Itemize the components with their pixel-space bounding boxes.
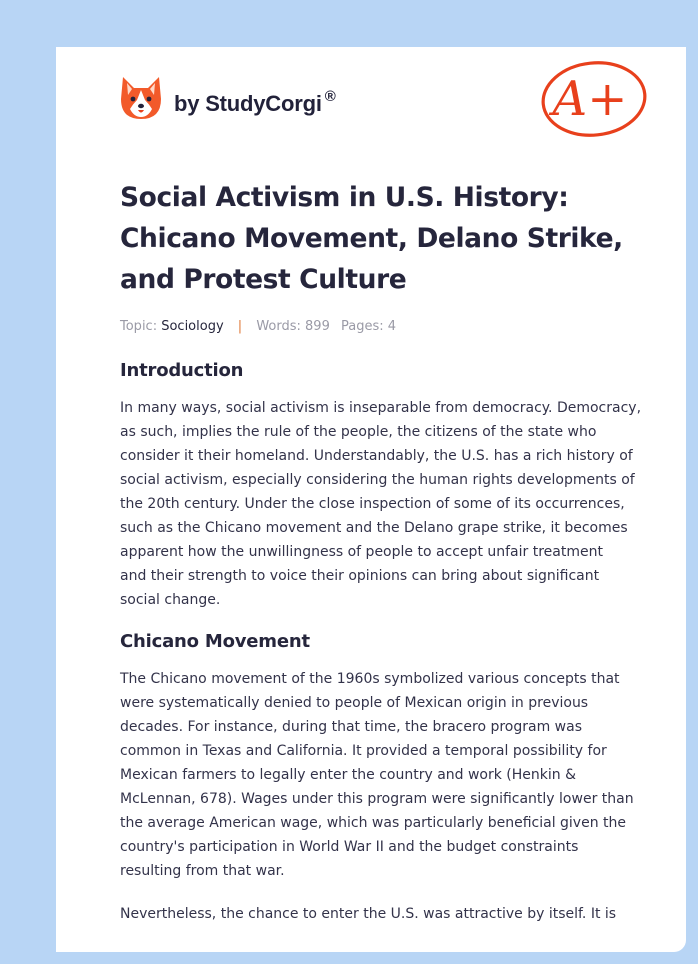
word-count: Words: 899 xyxy=(256,319,330,334)
section-heading-introduction: Introduction xyxy=(120,360,244,381)
text-line: and their strength to voice their opinions can bring about significant xyxy=(120,568,600,584)
a-plus-grade-badge xyxy=(538,57,648,139)
chicano-paragraph xyxy=(120,667,634,883)
text-line: country's participation in World War II and the budget constraints xyxy=(120,839,579,855)
text-line: apparent how the unwillingness of people to accept unfair treatment xyxy=(120,544,603,560)
text-line: In many ways, social activism is inseparable from democracy. Democracy, xyxy=(120,400,642,416)
document-page xyxy=(56,47,686,952)
topic-link[interactable]: Sociology xyxy=(161,319,224,334)
meta-separator: | xyxy=(237,319,243,334)
text-line: McLennan, 678). Wages under this program were significantly lower than xyxy=(120,791,634,807)
text-line: Nevertheless, the chance to enter the U.S. was attractive by itself. It is xyxy=(120,906,617,922)
introduction-paragraph xyxy=(120,396,642,612)
text-line: such as the Chicano movement and the Delano grape strike, it becomes xyxy=(120,520,628,536)
registered-mark: ® xyxy=(324,88,336,105)
title-line: Chicano Movement, Delano Strike, xyxy=(120,223,623,254)
text-line: social activism, especially considering the human rights developments of xyxy=(120,472,635,488)
text-line: Mexican farmers to legally enter the country and work (Henkin & xyxy=(120,767,577,783)
title-line: and Protest Culture xyxy=(120,264,407,295)
brand-name: StudyCorgi xyxy=(205,91,322,116)
text-line: the average American wage, which was particularly beneficial given the xyxy=(120,815,627,831)
brand-prefix: by xyxy=(174,91,206,116)
text-line: consider it their homeland. Understandably, the U.S. has a rich history of xyxy=(120,448,633,464)
text-line: social change. xyxy=(120,592,221,608)
page-header xyxy=(56,47,686,157)
corgi-logo-icon xyxy=(120,75,162,121)
text-line: resulting from that war. xyxy=(120,863,285,879)
text-line: were systematically denied to people of Mexican origin in previous xyxy=(120,695,589,711)
article-content xyxy=(120,177,642,926)
topic-label: Topic: xyxy=(120,319,158,334)
text-line: as such, implies the rule of the people, the citizens of the state who xyxy=(120,424,597,440)
title-line: Social Activism in U.S. History: xyxy=(120,182,569,213)
article-meta xyxy=(120,318,634,336)
brand-logo-text[interactable] xyxy=(174,88,336,117)
section-heading-chicano-movement: Chicano Movement xyxy=(120,631,310,652)
text-line: decades. For instance, during that time, the bracero program was xyxy=(120,719,582,735)
page-count: Pages: 4 xyxy=(340,319,397,334)
article-title xyxy=(120,177,634,300)
continuation-paragraph xyxy=(120,902,634,926)
text-line: the 20th century. Under the close inspection of some of its occurrences, xyxy=(120,496,625,512)
grade-text: A+ xyxy=(552,71,628,127)
text-line: common in Texas and California. It provided a temporal possibility for xyxy=(120,743,607,759)
text-line: The Chicano movement of the 1960s symbolized various concepts that xyxy=(120,671,620,687)
